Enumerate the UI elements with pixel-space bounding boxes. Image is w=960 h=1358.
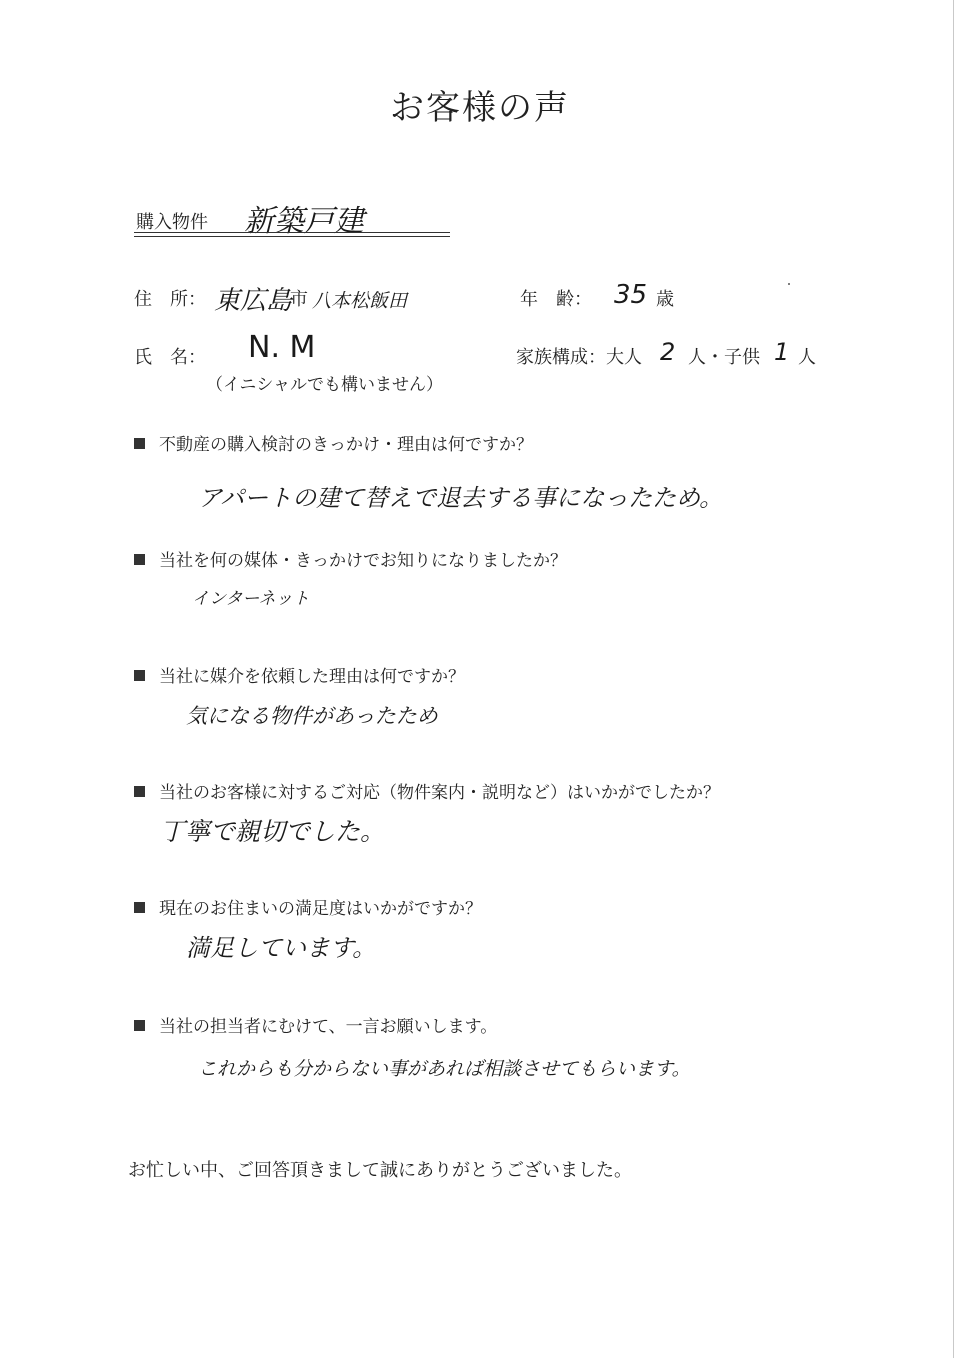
- bullet-square-icon: [134, 1020, 145, 1031]
- question-2: [134, 546, 567, 571]
- bullet-square-icon: [134, 438, 145, 449]
- answer-6: これからも分からない事があれば相談させてもらいます。: [198, 1058, 691, 1080]
- age-unit: 歳: [656, 289, 674, 310]
- address-city: 東広島: [214, 286, 293, 316]
- question-6: [134, 1012, 497, 1037]
- name-value: N. M: [248, 330, 316, 365]
- answer-5: 満足しています。: [186, 934, 377, 962]
- address-city-suffix: 市: [290, 289, 308, 310]
- answer-3: 気になる物件があったため: [186, 704, 438, 728]
- address-label: 住 所：: [134, 289, 206, 310]
- age-label: 年 齢：: [520, 289, 592, 310]
- question-4-text: 当社のお客様に対するご対応（物件案内・説明など）はいかがでしたか？: [159, 783, 720, 803]
- answer-2: インターネット: [192, 589, 310, 609]
- question-2-text: 当社を何の媒体・きっかけでお知りになりましたか？: [159, 551, 567, 571]
- family-adults: 2: [660, 338, 676, 366]
- purchase-underline: [134, 232, 450, 233]
- answer-4: 丁寧で親切でした。: [160, 817, 386, 846]
- question-4: [134, 778, 720, 803]
- question-3: [134, 662, 465, 687]
- question-1: [134, 430, 533, 455]
- family-children-unit: 人: [798, 347, 816, 368]
- bullet-square-icon: [134, 786, 145, 797]
- purchase-value: 新築戸建: [244, 204, 364, 239]
- answer-1: アパートの建て替えで退去する事になったため。: [198, 484, 724, 512]
- question-3-text: 当社に媒介を依頼した理由は何ですか？: [159, 667, 465, 687]
- page-title: お客様の声: [390, 88, 570, 128]
- page-edge-line: [953, 0, 954, 1358]
- bullet-square-icon: [134, 902, 145, 913]
- name-note: （イニシャルでも構いません）: [206, 375, 443, 395]
- family-label: 家族構成：大人: [516, 347, 642, 368]
- closing-message: お忙しい中、ご回答頂きまして誠にありがとうございました。: [128, 1160, 632, 1181]
- age-value: 35: [614, 280, 648, 310]
- purchase-label: 購入物件: [136, 212, 208, 233]
- speck: [788, 283, 790, 285]
- question-5: [134, 894, 482, 919]
- question-6-text: 当社の担当者にむけて、一言お願いします。: [159, 1017, 498, 1037]
- family-adults-unit: 人・子供: [688, 347, 760, 368]
- purchase-underline-2: [134, 236, 450, 237]
- family-children: 1: [774, 338, 790, 366]
- address-town: 八本松飯田: [312, 290, 408, 312]
- bullet-square-icon: [134, 670, 145, 681]
- name-label: 氏 名：: [134, 347, 206, 368]
- bullet-square-icon: [134, 554, 145, 565]
- question-1-text: 不動産の購入検討のきっかけ・理由は何ですか？: [159, 435, 533, 455]
- question-5-text: 現在のお住まいの満足度はいかがですか？: [159, 899, 482, 919]
